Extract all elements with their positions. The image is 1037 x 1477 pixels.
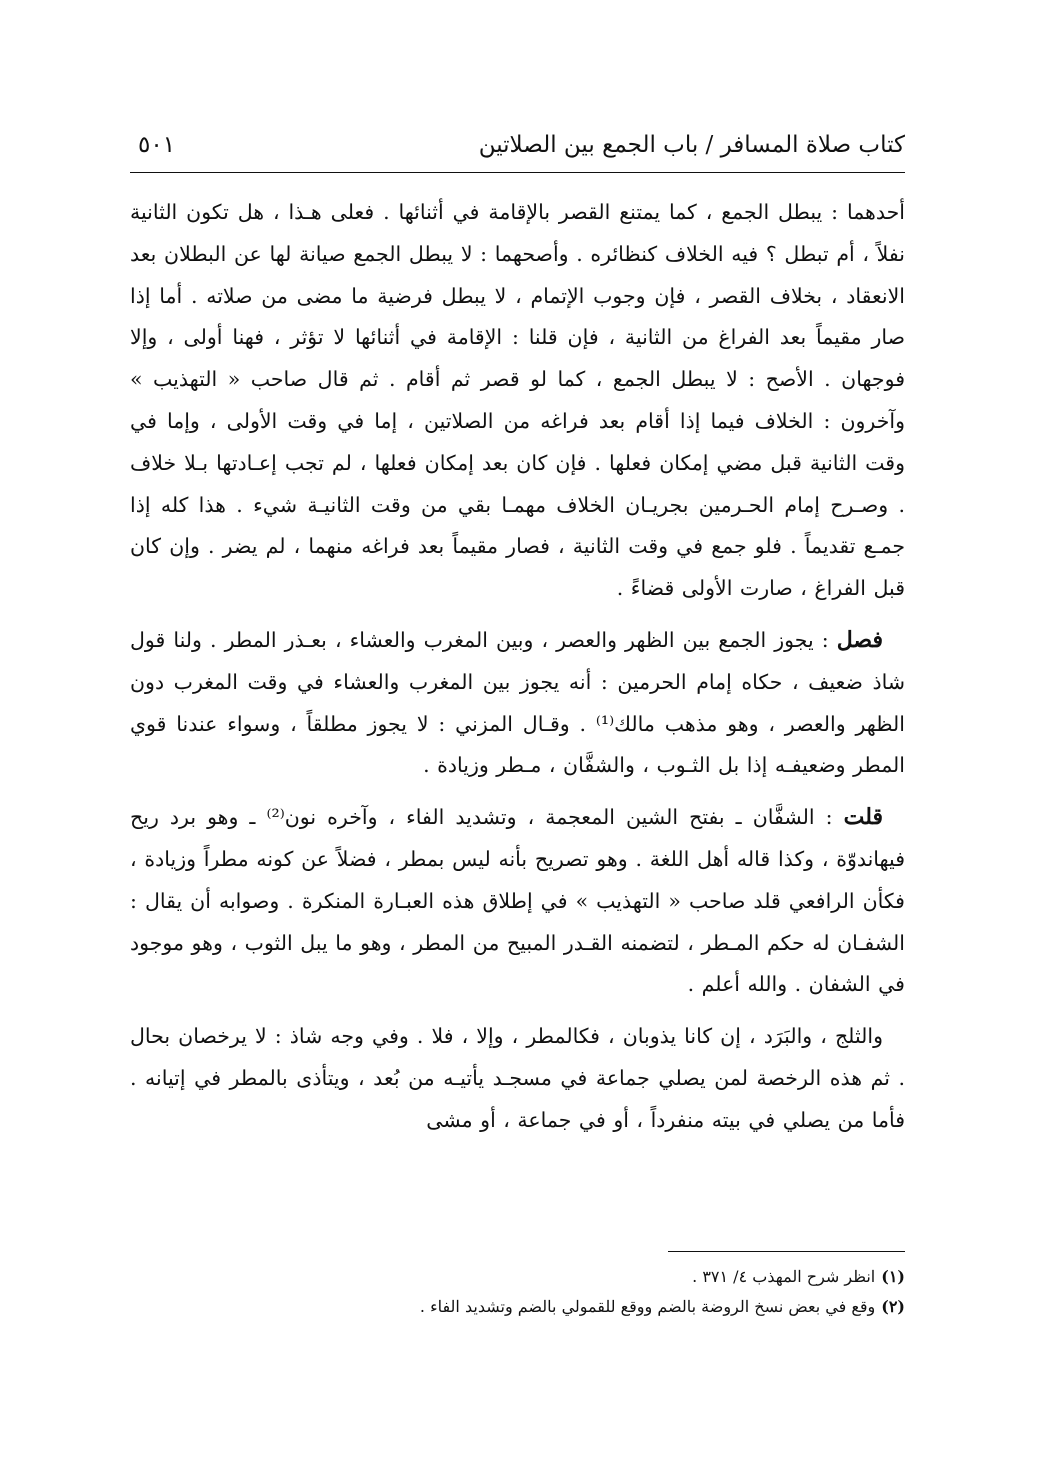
- paragraph: [130, 192, 905, 610]
- footnote-text: انظر شرح المهذب ٤/ ٣٧١ .: [692, 1267, 876, 1286]
- paragraph: [130, 1016, 905, 1141]
- page-header: [130, 128, 905, 173]
- footnotes: [130, 1262, 905, 1322]
- footnote-number: (١): [881, 1267, 905, 1286]
- section-lead-word: فصل: [836, 626, 883, 653]
- page-number: ٥٠١: [138, 132, 176, 158]
- paragraph-text: والثلج ، والبَرَد ، إن كانا يذوبان ، فكالمطر ، وإلا ، فلا . وفي وجه شاذ : لا يرخصان بحال . ثم هذه الرخصة لمن يصلي جماعة في مسجـد يأتيـه من بُعد ، ويتأذى بالمطر في إتيانه . فأما من يصلي في بيته منفرداً ، أو في جماعة ، أو مشى: [130, 1024, 905, 1132]
- note-lead-word: قلت: [843, 804, 883, 831]
- footnote-divider: [668, 1251, 905, 1252]
- paragraph-text: : يجوز الجمع بين الظهر والعصر ، وبين المغرب والعشاء ، بعـذر المطر . ولنا قول شاذ ضعيف ، حكاه إمام الحرمين : أنه يجوز بين المغرب والعشاء في وقت المغرب دون الظهر والعصر ، وهو مذهب مالك⁽¹⁾ . وقـال المزني : لا يجوز مطلقاً ، وسواء عندنا قوي المطر وضعيفـه إذا بل الثـوب ، والشفَّان ، مـطر وزيادة .: [130, 627, 905, 778]
- footnote: [130, 1292, 905, 1322]
- paragraph-text: أحدهما : يبطل الجمع ، كما يمتنع القصر بالإقامة في أثنائها . فعلى هـذا ، هل تكون الثانية نفلاً ، أم تبطل ؟ فيه الخلاف كنظائره . وأصحهما : لا يبطل الجمع صيانة لها عن البطلان بعد الانعقاد ، بخلاف القصر ، فإن وجوب الإتمام ، لا يبطل فرضية ما مضى من صلاته . أما إذا صار مقيماً بعد الفراغ من الثانية ، فإن قلنا : الإقامة في أثنائها لا تؤثر ، فهنا أولى ، وإلا فوجهان . الأصح : لا يبطل الجمع ، كما لو قصر ثم أقام . ثم قال صاحب « التهذيب » وآخرون : الخلاف فيما إذا أقام بعد فراغه من الصلاتين ، إما في وقت الأولى ، وإما في وقت الثانية قبل مضي إمكان فعلها . فإن كان بعد إمكان فعلها ، لم تجب إعـادتها بـلا خلاف . وصـرح إمام الحـرمين بجريـان الخلاف مهمـا بقي من وقت الثانيـة شيء . هذا كله إذا جمـع تقديماً . فلو جمع في وقت الثانية ، فصار مقيماً بعد فراغه منهما ، لم يضر . وإن كان قبل الفراغ ، صارت الأولى قضاءً .: [130, 200, 905, 601]
- footnote-text: وقع في بعض نسخ الروضة بالضم ووقع للقمولي بالضم وتشديد الفاء .: [419, 1297, 876, 1316]
- paragraph-text: : الشفَّان ـ بفتح الشين المعجمة ، وتشديد الفاء ، وآخره نون⁽²⁾ ـ وهو برد ريح فيهاندوّة ، وكذا قاله أهل اللغة . وهو تصريح بأنه ليس بمطر ، فضلاً عن كونه مطراً وزيادة ، فكأن الرافعي قلد صاحب « التهذيب » في إطلاق هذه العبـارة المنكرة . وصوابه أن يقال : الشفـان له حكم المـطر ، لتضمنه القـدر المبيح من المطر ، وهو ما يبل الثوب ، وهو موجود في الشفان . والله أعلم .: [130, 805, 905, 997]
- paragraph: [130, 797, 905, 1006]
- footnote: [130, 1262, 905, 1292]
- main-text: [130, 192, 905, 1152]
- running-title: كتاب صلاة المسافر / باب الجمع بين الصلاتين: [478, 132, 905, 158]
- paragraph: [130, 620, 905, 787]
- footnote-number: (٢): [881, 1297, 905, 1316]
